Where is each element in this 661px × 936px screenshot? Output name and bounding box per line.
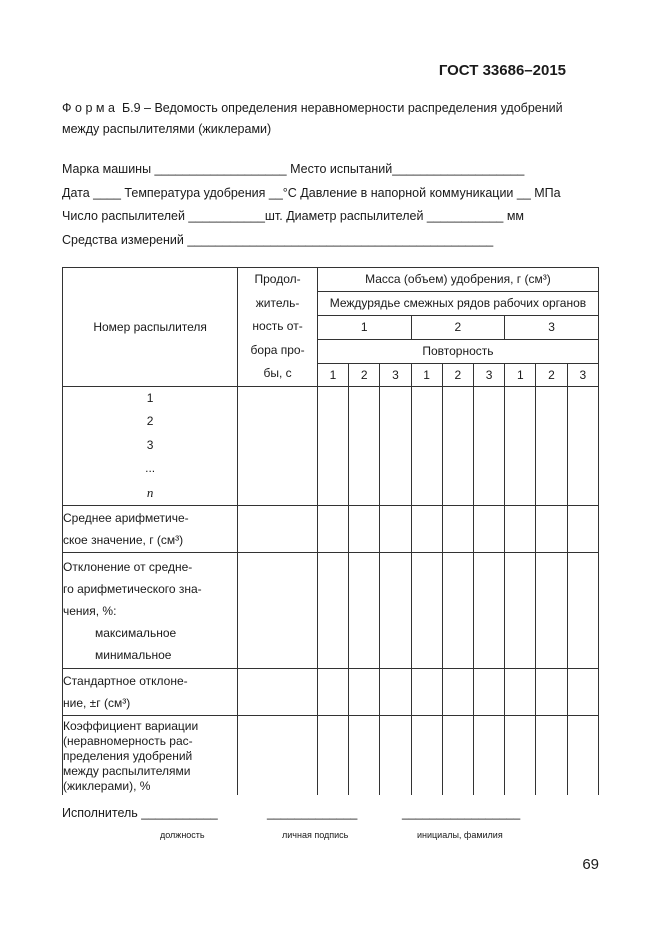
table-row-mean (63, 506, 599, 553)
cv-label-line: пределения удобрений (63, 748, 193, 763)
cv-label-line: (жиклерами), % (63, 778, 151, 793)
table-cell (442, 716, 473, 796)
header-duration-line: бора про- (250, 342, 305, 357)
table-cell (349, 716, 380, 796)
table-cell (238, 386, 318, 506)
table-cell (536, 553, 567, 669)
deviation-label-line: го арифметического зна- (63, 581, 202, 596)
executor-line: Исполнитель ___________ (62, 806, 218, 820)
header-repeat: Повторность (317, 339, 598, 363)
header-repeat-number: 2 (349, 363, 380, 386)
table-cell (473, 553, 504, 669)
header-duration-line: Продол- (254, 272, 301, 286)
table-cell (473, 386, 504, 506)
distribution-table (62, 267, 599, 795)
signature-caption: личная подпись (282, 830, 349, 840)
cv-label-line: (неравномерность рас- (63, 733, 193, 748)
table-cell (238, 669, 318, 716)
header-mass: Масса (объем) удобрения, г (см³) (317, 268, 598, 292)
form-label: Форма (62, 101, 119, 115)
header-repeat-number: 3 (380, 363, 411, 386)
mean-label-line: ское значение, г (см³) (63, 533, 184, 547)
table-cell (380, 716, 411, 796)
table-cell (380, 506, 411, 553)
form-fields (62, 158, 602, 252)
table-cell (442, 553, 473, 669)
table-cell (317, 386, 348, 506)
table-cell (442, 386, 473, 506)
header-repeat-number: 2 (442, 363, 473, 386)
table-cell (349, 386, 380, 506)
table-cell (411, 386, 442, 506)
table-cell (505, 506, 536, 553)
table-cell (317, 669, 348, 716)
header-repeat-number: 3 (567, 363, 598, 386)
deviation-label-line: Отклонение от средне- (63, 559, 193, 574)
table-cell (238, 716, 318, 796)
header-repeat-number: 1 (505, 363, 536, 386)
table-cell (317, 506, 348, 553)
form-title (62, 98, 602, 140)
name-line: _________________ (402, 806, 521, 820)
cv-label-line: между распылителями (63, 763, 191, 778)
table-cell (380, 553, 411, 669)
header-row-group-2: 2 (411, 315, 505, 339)
std-label-line: ние, ±г (см³) (63, 696, 131, 710)
deviation-label-line: чения, %: (63, 603, 117, 618)
table-cell (567, 506, 598, 553)
table-row-cv (63, 716, 599, 796)
table-cell (380, 669, 411, 716)
table-cell (317, 716, 348, 796)
field-machine-place: Марка машины ___________________ Место испытаний___________________ (62, 162, 525, 176)
deviation-min: минимальное (95, 647, 172, 662)
sprayer-number: n (146, 484, 154, 500)
table-cell (505, 716, 536, 796)
deviation-max: максимальное (95, 625, 177, 640)
header-duration-line: бы, с (263, 366, 292, 380)
header-row-group-3: 3 (505, 315, 599, 339)
table-cell (349, 506, 380, 553)
table-cell (380, 386, 411, 506)
table-cell (567, 669, 598, 716)
table-cell (567, 386, 598, 506)
header-repeat-number: 2 (536, 363, 567, 386)
field-instruments: Средства измерений ____________________________________________ (62, 232, 494, 247)
table-cell (536, 669, 567, 716)
sprayer-number: ... (145, 461, 156, 475)
header-rows-between: Междурядье смежных рядов рабочих органов (317, 291, 598, 315)
cv-label (63, 716, 238, 796)
signature-block (62, 806, 602, 820)
table-cell (473, 716, 504, 796)
table-row-sprayers (63, 386, 599, 506)
table-row-std (63, 669, 599, 716)
mean-label-line: Среднее арифметиче- (63, 511, 189, 525)
name-caption: инициалы, фамилия (417, 830, 503, 840)
field-sprayers: Число распылителей ___________шт. Диаметр распылителей ___________ мм (62, 209, 525, 223)
table-cell (567, 716, 598, 796)
header-repeat-number: 1 (411, 363, 442, 386)
sprayer-number: 1 (146, 390, 154, 405)
table-cell (536, 506, 567, 553)
table-cell (536, 386, 567, 506)
table-cell (505, 669, 536, 716)
table-cell (505, 386, 536, 506)
table-cell (238, 553, 318, 669)
std-label (63, 669, 238, 716)
page-number: 69 (582, 856, 599, 873)
table-cell (567, 553, 598, 669)
table-cell (411, 506, 442, 553)
header-repeat-number: 1 (317, 363, 348, 386)
table-cell (349, 669, 380, 716)
table-cell (411, 669, 442, 716)
header-duration-line: житель- (255, 295, 300, 310)
document-code: ГОСТ 33686–2015 (438, 62, 566, 79)
table-cell (411, 553, 442, 669)
sprayer-number: 2 (146, 414, 154, 428)
table-cell (442, 506, 473, 553)
table-cell (505, 553, 536, 669)
form-title-text: Б.9 – Ведомость определения неравномерности распределения удобрений между распылителями (жиклерами) (62, 101, 563, 136)
signature-line: _____________ (267, 806, 358, 820)
table-cell (349, 553, 380, 669)
table-cell (317, 553, 348, 669)
header-duration-line: ность от- (252, 319, 303, 333)
table-cell (411, 716, 442, 796)
table-row-deviation (63, 553, 599, 669)
sprayer-number-list (63, 386, 238, 506)
field-date-temp-pressure: Дата ____ Температура удобрения __°С Давление в напорной коммуникации __ МПа (62, 185, 561, 200)
header-row-group-1: 1 (317, 315, 411, 339)
table-cell (473, 669, 504, 716)
mean-label (63, 506, 238, 553)
std-label-line: Стандартное отклоне- (63, 674, 188, 688)
cv-label-line: Коэффициент вариации (63, 718, 199, 733)
table-cell (536, 716, 567, 796)
deviation-label (63, 553, 238, 669)
sprayer-number: 3 (146, 437, 154, 452)
header-duration (238, 268, 318, 387)
table-cell (238, 506, 318, 553)
table-cell (473, 506, 504, 553)
position-caption: должность (160, 830, 205, 840)
header-repeat-number: 3 (473, 363, 504, 386)
table-cell (442, 669, 473, 716)
header-sprayer-number: Номер распылителя (63, 268, 238, 387)
